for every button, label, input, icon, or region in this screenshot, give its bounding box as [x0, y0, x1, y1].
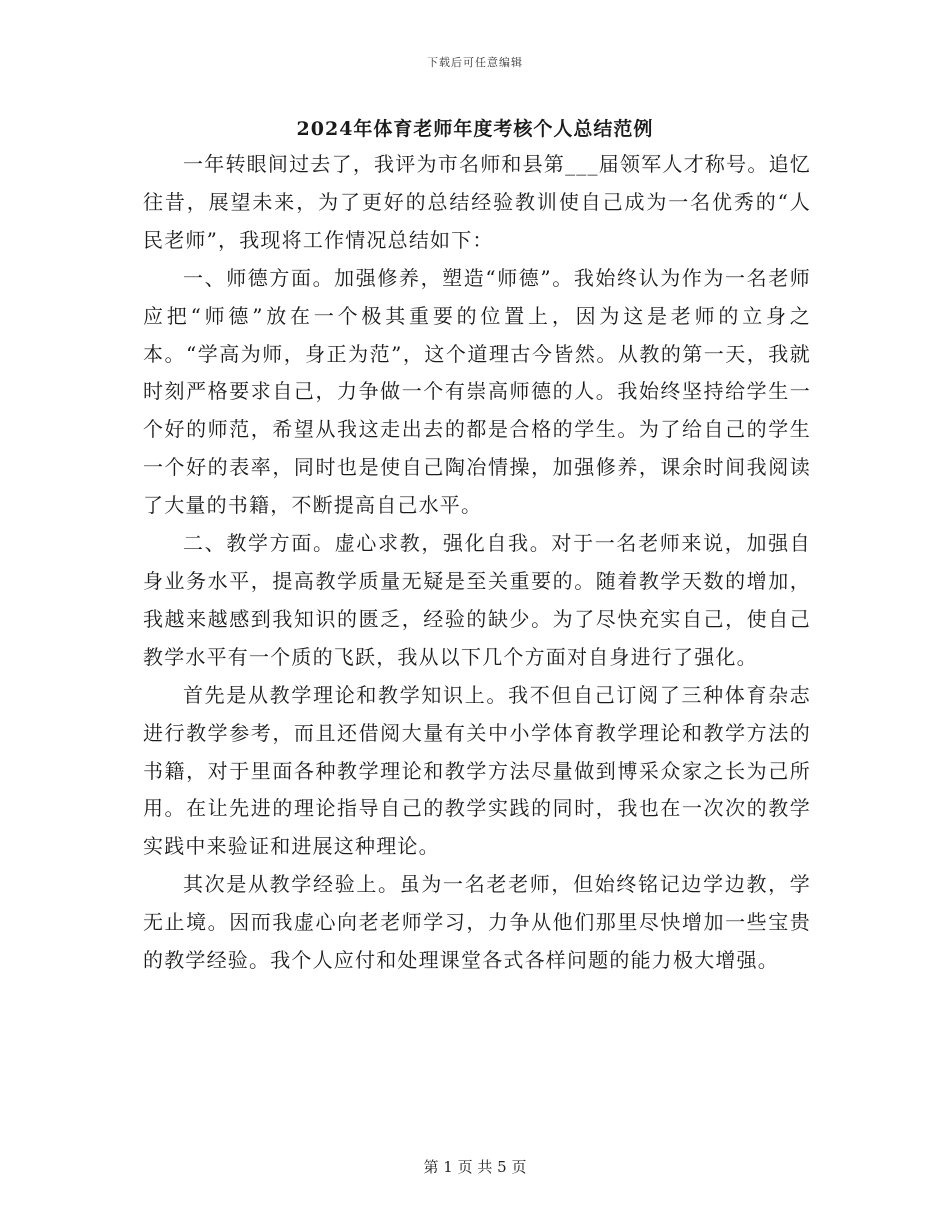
- document-body: [143, 146, 811, 980]
- paragraph-intro: 一年转眼间过去了，我评为市名师和县第___届领军人才称号。追忆往昔，展望未来，为了更好的总结经验教训使自己成为一名优秀的“人民老师”，我现将工作情况总结如下：: [143, 152, 811, 252]
- page-number: 第 1 页 共 5 页: [423, 1158, 527, 1176]
- paragraph-ethics: 一、师德方面。加强修养，塑造“师德”。我始终认为作为一名老师应把“师德”放在一个极其重要的位置上，因为这是老师的立身之本。“学高为师，身正为范”，这个道理古今皆然。从教的第一天，我就时刻严格要求自己，力争做一个有崇高师德的人。我始终坚持给学生一个好的师范，希望从我这走出去的都是合格的学生。为了给自己的学生一个好的表率，同时也是使自己陶冶情操，加强修养，课余时间我阅读了大量的书籍，不断提高自己水平。: [143, 265, 811, 518]
- paragraph-experience: 其次是从教学经验上。虽为一名老老师，但始终铭记边学边教，学无止境。因而我虚心向老老师学习，力争从他们那里尽快增加一些宝贵的教学经验。我个人应付和处理课堂各式各样问题的能力极大增强。: [143, 872, 811, 973]
- paragraph-teaching: 二、教学方面。虚心求教，强化自我。对于一名老师来说，加强自身业务水平，提高教学质量无疑是至关重要的。随着教学天数的增加，我越来越感到我知识的匮乏，经验的缺少。为了尽快充实自己，使自己教学水平有一个质的飞跃，我从以下几个方面对自身进行了强化。: [143, 531, 811, 669]
- paragraph-theory: 首先是从教学理论和教学知识上。我不但自己订阅了三种体育杂志进行教学参考，而且还借阅大量有关中小学体育教学理论和教学方法的书籍，对于里面各种教学理论和教学方法尽量做到博采众家之长为己所用。在让先进的理论指导自己的教学实践的同时，我也在一次次的教学实践中来验证和进展这种理论。: [143, 682, 811, 859]
- document-title: 2024年体育老师年度考核个人总结范例: [296, 118, 654, 140]
- header-note: 下载后可任意编辑: [427, 56, 523, 69]
